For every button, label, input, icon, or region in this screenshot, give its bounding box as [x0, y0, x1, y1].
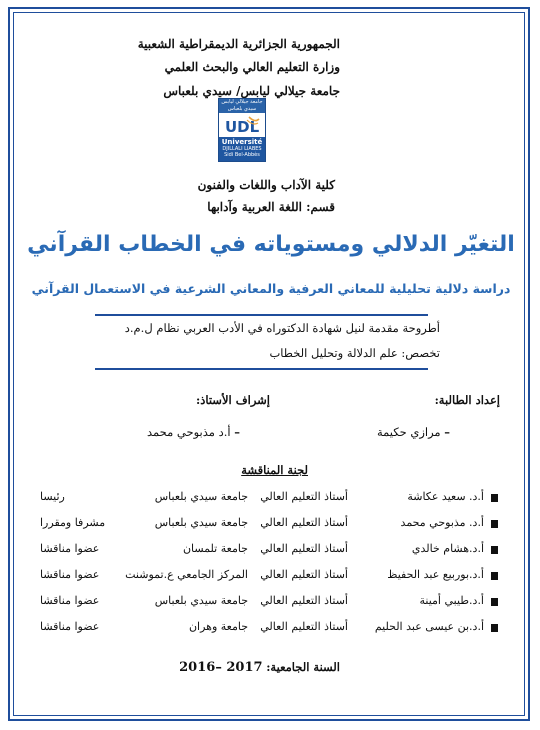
- student-entry: [377, 425, 450, 439]
- bullet-square-icon: [491, 520, 498, 528]
- member-rank: أستاذ التعليم العالي: [260, 568, 348, 581]
- thesis-title: التغيّر الدلالي ومستوياته في الخطاب القرآني: [27, 232, 515, 257]
- logo-mark-text: UDL: [225, 118, 260, 135]
- bullet-square-icon: [491, 624, 498, 632]
- member-role: مشرفا ومقررا: [40, 516, 106, 529]
- member-name: أ.د.هشام خالدي: [411, 542, 484, 555]
- member-rank: أستاذ التعليم العالي: [260, 490, 348, 503]
- student-label: إعداد الطالبة:: [434, 393, 500, 407]
- member-role: رئيسا: [40, 490, 65, 503]
- committee-row: [40, 542, 498, 562]
- member-institution: المركز الجامعي ع.تموشنت: [125, 568, 248, 581]
- member-role: عضوا مناقشا: [40, 594, 100, 607]
- member-rank: أستاذ التعليم العالي: [260, 516, 348, 529]
- academic-year-label: السنة الجامعية:: [266, 660, 340, 674]
- committee-row: [40, 620, 498, 640]
- divider-top: [95, 314, 428, 316]
- supervisor-name: أ.د مذبوحي محمد: [147, 425, 231, 439]
- supervisor-label: إشراف الأستاذ:: [195, 393, 270, 407]
- academic-year: [179, 660, 340, 675]
- committee-row: [40, 490, 498, 510]
- logo-band: [219, 137, 265, 161]
- thesis-subtitle: دراسة دلالية تحليلية للمعاني العرفية والمعاني الشرعية في الاستعمال القرآني: [31, 281, 511, 296]
- member-institution: جامعة وهران: [188, 620, 248, 633]
- member-rank: أستاذ التعليم العالي: [260, 542, 348, 555]
- university-logo: [218, 98, 266, 162]
- student-name: مرازي حكيمة: [376, 425, 441, 439]
- committee-row: [40, 594, 498, 614]
- bullet-square-icon: [491, 494, 498, 502]
- bullet-square-icon: [491, 598, 498, 606]
- member-rank: أستاذ التعليم العالي: [260, 594, 348, 607]
- member-name: أ.د.بوربيع عبد الحفيظ: [387, 568, 484, 581]
- member-name: أ.د.طيبي أمينة: [419, 594, 484, 607]
- ministry-name: وزارة التعليم العالي والبحث العلمي: [164, 60, 340, 74]
- bullet-square-icon: [491, 572, 498, 580]
- thesis-specialty: تخصص: علم الدلالة وتحليل الخطاب: [269, 346, 440, 360]
- divider-bottom: [95, 368, 428, 370]
- logo-line3: Sidi Bel-Abbès: [224, 152, 260, 158]
- member-institution: جامعة سيدي بلعباس: [154, 594, 248, 607]
- academic-year-value: 2016– 2017: [179, 660, 263, 675]
- member-institution: جامعة سيدي بلعباس: [154, 516, 248, 529]
- department-name: قسم: اللغة العربية وآدابها: [207, 200, 335, 214]
- university-name: جامعة جيلالي ليابس/ سيدي بلعباس: [163, 84, 340, 98]
- committee-row: [40, 516, 498, 536]
- member-role: عضوا مناقشا: [40, 542, 100, 555]
- member-rank: أستاذ التعليم العالي: [260, 620, 348, 633]
- committee-heading: لجنة المناقشة: [241, 463, 308, 477]
- bullet-square-icon: [491, 546, 498, 554]
- republic-name: الجمهورية الجزائرية الديمقراطية الشعبية: [137, 37, 340, 51]
- member-name: أ.د. سعيد عكاشة: [407, 490, 484, 503]
- student-dash: –: [444, 425, 450, 439]
- committee-row: [40, 568, 498, 588]
- logo-line1: Université: [221, 138, 263, 146]
- faculty-name: كلية الآداب واللغات والفنون: [197, 178, 335, 192]
- member-institution: جامعة تلمسان: [182, 542, 248, 555]
- member-name: أ.د. مذبوحي محمد: [400, 516, 484, 529]
- member-name: أ.د.بن عيسى عبد الحليم: [374, 620, 484, 633]
- member-role: عضوا مناقشا: [40, 568, 100, 581]
- udl-mark-icon: [223, 115, 261, 135]
- supervisor-entry: [147, 425, 240, 439]
- member-role: عضوا مناقشا: [40, 620, 100, 633]
- member-institution: جامعة سيدي بلعباس: [154, 490, 248, 503]
- thesis-description: أطروحة مقدمة لنيل شهادة الدكتوراه في الأدب العربي نظام ل.م.د: [124, 321, 440, 335]
- supervisor-dash: –: [234, 425, 240, 439]
- logo-line2: DJILLALI LIABES: [222, 146, 262, 152]
- logo-arabic-text: جامعة جيلالي ليابس سيدي بلعباس: [219, 99, 265, 113]
